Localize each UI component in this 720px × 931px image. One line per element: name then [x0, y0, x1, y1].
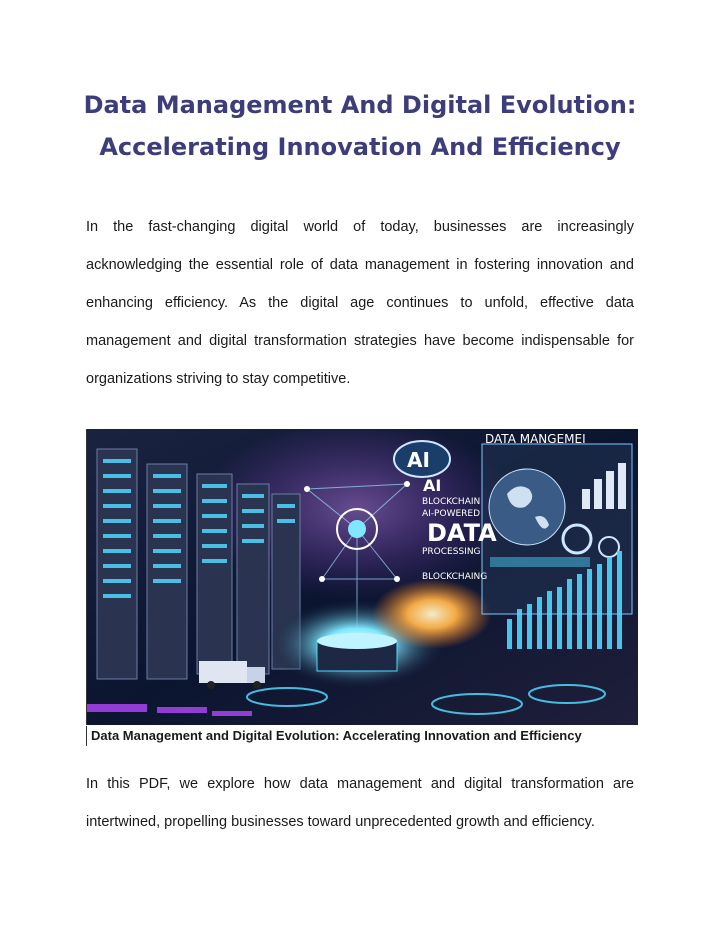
ai-label-2: AI: [423, 476, 442, 495]
blockchaing-label: BLOCKCHAING: [422, 572, 488, 582]
title-line-1: Data Management And Digital Evolution:: [83, 91, 637, 119]
closing-paragraph: In this PDF, we explore how data management and digital transformation are intertwined, propelling businesses toward unprecedented growth and efficiency.: [86, 776, 634, 830]
ai-label: AI: [407, 448, 430, 472]
illustration-svg: [87, 429, 638, 725]
panel-title: DATA MANGEMEI: [485, 432, 586, 446]
ai-powered-label: AI-POWERED: [422, 509, 481, 519]
figure-caption: Data Management and Digital Evolution: Accelerating Innovation and Efficiency: [86, 726, 637, 746]
blockchain-label: BLOCKCHAIN: [422, 497, 481, 507]
processing-label: PROCESSING: [422, 547, 481, 557]
light-flare: [372, 579, 492, 649]
hero-illustration: [86, 429, 638, 725]
data-label: DATA: [427, 519, 497, 547]
title-line-2: Accelerating Innovation And Efficiency: [99, 133, 621, 161]
page-title: [60, 84, 660, 168]
intro-paragraph: In the fast-changing digital world of today, businesses are increasingly acknowledging the essential role of data management in fostering innovation and enhancing efficiency. As the digital age continues to unfold, effective data management and digital transformation strategies have become indispensable for organizations striving to stay competitive.: [86, 219, 634, 387]
